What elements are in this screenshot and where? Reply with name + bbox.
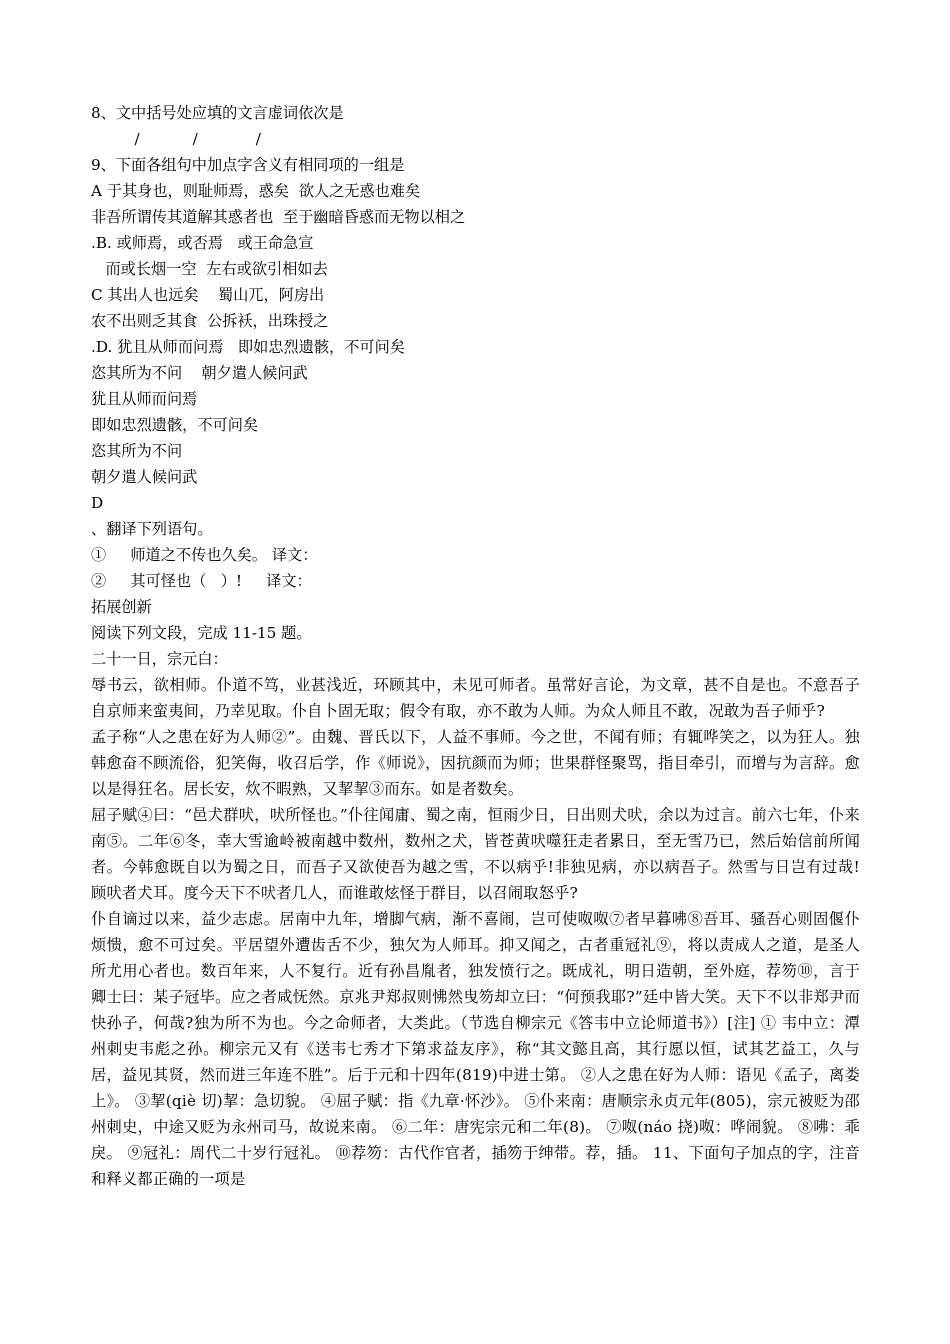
passage-paragraph: 屈子赋④曰：“邑犬群吠，吠所怪也。”仆往闻庸、蜀之南，恒雨少日，日出则犬吠，余以为过言。前六七年，仆来南⑤。二年⑥冬，幸大雪逾岭被南越中数州，数州之犬，皆苍黄吠噬狂走者累日，至无雪乃已，然后始信前所闻者。今韩愈既自以为蜀之日，而吾子又欲使吾为越之雪，不以病乎!非独见病，亦以病吾子。然雪与日岂有过哉!顾吠者犬耳。度今天下不吠者几人，而谁敢炫怪于群目，以召闹取怒乎? xyxy=(91,806,860,902)
letter-salutation: 二十一日，宗元白： xyxy=(91,650,228,668)
question-8-stem: 8、文中括号处应填的文言虚词依次是 xyxy=(91,104,344,122)
question-9-option-line: 而或长烟一空 左右或欲引相如去 xyxy=(91,260,328,278)
document-page xyxy=(91,100,860,1192)
question-9-option-line: 犹且从师而问焉 xyxy=(91,390,198,408)
question-9-option-line: 朝夕遣人候问武 xyxy=(91,468,198,486)
question-9-option-line: C 其出人也远矣 蜀山兀，阿房出 xyxy=(91,286,325,304)
question-9-option-line: .D. 犹且从师而问焉 即如忠烈遗骸，不可问矣 xyxy=(91,338,405,356)
passage-paragraph: 孟子称“人之患在好为人师②”。由魏、晋氏以下，人益不事师。今之世，不闻有师；有辄哗笑之，以为狂人。独韩愈奋不顾流俗，犯笑侮，收召后学，作《师说》，因抗颜而为师；世果群怪聚骂，指目牵引，而增与为言辞。愈以是得狂名。居长安，炊不暇熟，又挈挈③而东。如是者数矣。 xyxy=(91,728,860,798)
question-9-option-line: .B. 或师焉，或否焉 或王命急宣 xyxy=(91,234,314,252)
question-9-answer: D xyxy=(91,494,104,512)
question-9-option-line: 即如忠烈遗骸，不可问矣 xyxy=(91,416,259,434)
question-9-option-line: 非吾所谓传其道解其惑者也 至于幽暗昏惑而无物以相之 xyxy=(91,208,466,226)
question-9-option-line: A 于其身也，则耻师焉，惑矣 欲人之无惑也难矣 xyxy=(91,182,421,200)
reading-instruction: 阅读下列文段，完成 11-15 题。 xyxy=(91,624,312,642)
question-8-answer-blanks: / / / xyxy=(91,130,261,148)
passage-paragraph-with-notes: 仆自谪过以来，益少志虑。居南中九年，增脚气病，渐不喜闹，岂可使呶呶⑦者早暮咈⑧吾耳、骚吾心则固偃仆烦愦，愈不可过矣。平居望外遭齿舌不少，独欠为人师耳。抑又闻之，古者重冠礼⑨，将以责成人之道，是圣人所尤用心者也。数百年来，人不复行。近有孙昌胤者，独发愤行之。既成礼，明日造朝，至外庭，荐笏⑩，言于卿士曰：某子冠毕。应之者咸怃然。京兆尹郑叔则怫然曳笏却立曰：“何预我耶?”廷中皆大笑。天下不以非郑尹而快孙子，何哉?独为所不为也。今之命师者，大类此。（节选自柳宗元《答韦中立论师道书》）[注] ① 韦中立：潭州刺史韦彪之孙。柳宗元又有《送韦七秀才下第求益友序》，称“其文懿且高，其行愿以恒，试其艺益工，久与居，益见其贤，然而进三年连不胜”。后于元和十四年(819)中进士第。 ②人之患在好为人师：语见《孟子，离娄上》。 ③挈(qiè 切)挈：急切貌。 ④屈子赋：指《九章·怀沙》。 ⑤仆来南：唐顺宗永贞元年(805)，宗元被贬为邵州刺史，中途又贬为永州司马，故说来南。 ⑥二年：唐宪宗元和二年(8)。 ⑦呶(náo 挠)呶：哗闹貌。 ⑧咈：乖戾。 ⑨冠礼：周代二十岁行冠礼。 ⑩荐笏：古代作官者，插笏于绅带。荐，插。 11、下面句子加点的字，注音和释义都正确的一项是 xyxy=(91,910,860,1188)
translation-item: ② 其可怪也（ ）! 译文： xyxy=(91,572,312,590)
passage-paragraph: 辱书云，欲相师。仆道不笃，业甚浅近，环顾其中，未见可师者。虽常好言论，为文章，甚不自是也。不意吾子自京师来蛮夷间，乃幸见取。仆自卜固无取；假令有取，亦不敢为人师。为众人师且不敢，况敢为吾子师乎? xyxy=(91,676,860,720)
question-9-stem: 9、下面各组句中加点字含义有相同项的一组是 xyxy=(91,156,405,174)
question-9-option-line: 恣其所为不问 朝夕遣人候问武 xyxy=(91,364,308,382)
translation-item: ① 师道之不传也久矣。 译文： xyxy=(91,546,318,564)
section-title: 拓展创新 xyxy=(91,598,152,616)
question-9-option-line: 农不出则乏其食 公拆袄，出珠授之 xyxy=(91,312,329,330)
question-9-option-line: 恣其所为不问 xyxy=(91,442,183,460)
question-10-stem: 、翻译下列语句。 xyxy=(91,520,213,538)
